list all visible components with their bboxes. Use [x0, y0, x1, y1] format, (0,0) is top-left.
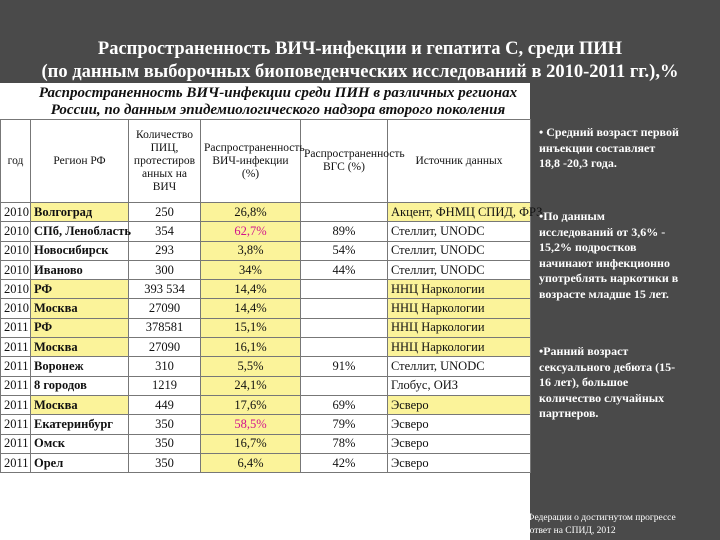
cell-year: 2010: [1, 299, 31, 318]
table-row: [1, 222, 531, 241]
table-header-row: [1, 120, 531, 203]
table-row: [1, 280, 531, 299]
slide-title-line1: Распространенность ВИЧ-инфекции и гепатита С, среди ПИН: [97, 39, 623, 59]
cell-count: 293: [129, 241, 201, 260]
table-title-line2: России, по данным эпидемиологического надзора второго поколения: [50, 102, 506, 118]
cell-year: 2011: [1, 415, 31, 434]
cell-hiv: 15,1%: [201, 318, 301, 337]
table-row: [1, 318, 531, 337]
table-title-line1: Распространенность ВИЧ-инфекции среди ПИН в различных регионах: [38, 85, 518, 101]
cell-year: 2010: [1, 203, 31, 222]
prevalence-table: [0, 119, 543, 473]
cell-region: Иваново: [31, 260, 129, 279]
table-row: [1, 434, 531, 453]
cell-count: 1219: [129, 376, 201, 395]
cell-year: 2011: [1, 318, 31, 337]
table-row: [1, 453, 531, 472]
cell-source: ННЦ Наркологии: [388, 338, 531, 357]
cell-source: Акцент, ФНМЦ СПИД, ФРЗ: [388, 203, 531, 222]
cell-hiv: 6,4%: [201, 453, 301, 472]
cell-hiv: 16,7%: [201, 434, 301, 453]
table-row: [1, 395, 531, 414]
cell-hcv: [301, 299, 388, 318]
cell-hiv: 16,1%: [201, 338, 301, 357]
cell-hcv: 91%: [301, 357, 388, 376]
cell-hcv: 54%: [301, 241, 388, 260]
cell-source: Стеллит, UNODC: [388, 222, 531, 241]
cell-source: Стеллит, UNODC: [388, 357, 531, 376]
cell-source: ННЦ Наркологии: [388, 299, 531, 318]
cell-year: 2011: [1, 395, 31, 414]
cell-region: Омск: [31, 434, 129, 453]
cell-region: Волгоград: [31, 203, 129, 222]
cell-region: Екатеринбург: [31, 415, 129, 434]
cell-hiv: 17,6%: [201, 395, 301, 414]
footnote-line2: в осуществлении глобальных мер в ответ на СПИД, 2012: [384, 526, 616, 536]
cell-hiv: 26,8%: [201, 203, 301, 222]
cell-region: Москва: [31, 338, 129, 357]
cell-hiv: 58,5%: [201, 415, 301, 434]
cell-source: Эсверо: [388, 395, 531, 414]
table-row: [1, 203, 531, 222]
cell-hcv: 69%: [301, 395, 388, 414]
cell-count: 449: [129, 395, 201, 414]
header-source: Источник данных: [388, 120, 531, 203]
cell-year: 2011: [1, 376, 31, 395]
cell-count: 393 534: [129, 280, 201, 299]
cell-region: Москва: [31, 299, 129, 318]
cell-count: 310: [129, 357, 201, 376]
cell-year: 2011: [1, 338, 31, 357]
cell-hiv: 3,8%: [201, 241, 301, 260]
cell-source: Стеллит, UNODC: [388, 241, 531, 260]
footnote-line1: Национальный доклад Российской Федерации о достигнутом прогрессе: [384, 513, 676, 523]
cell-hcv: 42%: [301, 453, 388, 472]
cell-region: Орел: [31, 453, 129, 472]
cell-source: Эсверо: [388, 415, 531, 434]
bullet-1: • Средний возраст первой инъекции составляет 18,8 -20,3 года.: [539, 125, 679, 170]
cell-year: 2011: [1, 453, 31, 472]
cell-count: 300: [129, 260, 201, 279]
cell-hcv: 89%: [301, 222, 388, 241]
cell-count: 350: [129, 453, 201, 472]
cell-hiv: 24,1%: [201, 376, 301, 395]
cell-region: Новосибирск: [31, 241, 129, 260]
cell-source: Эсверо: [388, 453, 531, 472]
cell-region: РФ: [31, 318, 129, 337]
cell-hcv: [301, 376, 388, 395]
slide-title: [0, 38, 720, 84]
cell-source: ННЦ Наркологии: [388, 280, 531, 299]
table-row: [1, 415, 531, 434]
cell-region: Москва: [31, 395, 129, 414]
table-row: [1, 260, 531, 279]
cell-region: СПб, Ленобласть: [31, 222, 129, 241]
bullet-2: •По данным исследований от 3,6% - 15,2% подростков начинают инфекционно употреблять наркотики в возрасте младше 15 лет.: [539, 209, 679, 301]
cell-region: РФ: [31, 280, 129, 299]
cell-source: ННЦ Наркологии: [388, 318, 531, 337]
cell-source: Стеллит, UNODC: [388, 260, 531, 279]
table-row: [1, 299, 531, 318]
cell-hcv: 79%: [301, 415, 388, 434]
header-year: год: [1, 120, 31, 203]
cell-hiv: 62,7%: [201, 222, 301, 241]
cell-hcv: [301, 280, 388, 299]
cell-count: 378581: [129, 318, 201, 337]
footnote: [384, 512, 720, 538]
header-hiv: Распространенность ВИЧ-инфекции (%): [201, 120, 301, 203]
header-hcv: Распространенность ВГС (%): [301, 120, 388, 203]
cell-year: 2010: [1, 280, 31, 299]
cell-source: Эсверо: [388, 434, 531, 453]
cell-hcv: [301, 318, 388, 337]
cell-hcv: 44%: [301, 260, 388, 279]
cell-count: 250: [129, 203, 201, 222]
cell-year: 2010: [1, 260, 31, 279]
cell-hiv: 14,4%: [201, 299, 301, 318]
cell-hiv: 14,4%: [201, 280, 301, 299]
cell-source: Глобус, ОИЗ: [388, 376, 531, 395]
cell-hiv: 34%: [201, 260, 301, 279]
cell-count: 350: [129, 434, 201, 453]
cell-count: 27090: [129, 338, 201, 357]
bullet-3: •Ранний возраст сексуального дебюта (15-16 лет), большое количество случайных партнеров.: [539, 344, 676, 420]
table-row: [1, 357, 531, 376]
slide-title-line2: (по данным выборочных биоповеденческих исследований в 2010-2011 гг.),%: [41, 62, 679, 82]
header-region: Регион РФ: [31, 120, 129, 203]
cell-year: 2010: [1, 241, 31, 260]
cell-year: 2011: [1, 434, 31, 453]
header-count: Количество ПИЦ, протестиров анных на ВИЧ: [129, 120, 201, 203]
cell-hiv: 5,5%: [201, 357, 301, 376]
cell-year: 2010: [1, 222, 31, 241]
table-row: [1, 376, 531, 395]
cell-count: 27090: [129, 299, 201, 318]
cell-count: 354: [129, 222, 201, 241]
cell-region: Воронеж: [31, 357, 129, 376]
cell-hcv: [301, 203, 388, 222]
cell-hcv: [301, 338, 388, 357]
cell-hcv: 78%: [301, 434, 388, 453]
cell-count: 350: [129, 415, 201, 434]
cell-year: 2011: [1, 357, 31, 376]
cell-region: 8 городов: [31, 376, 129, 395]
table-row: [1, 338, 531, 357]
table-row: [1, 241, 531, 260]
table-title: [28, 85, 528, 119]
